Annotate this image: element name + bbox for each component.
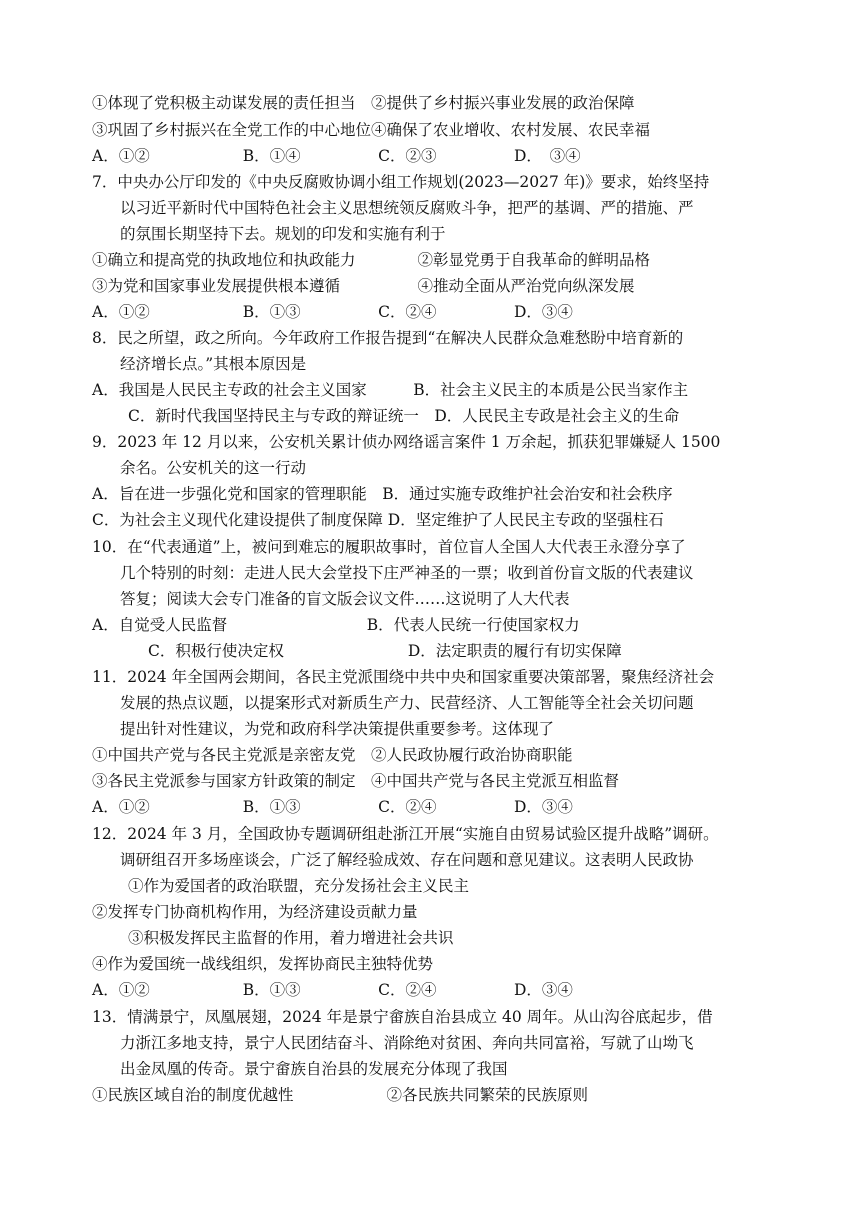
q6-options-3-4: ③巩固了乡村振兴在全党工作的中心地位④确保了农业增收、农村发展、农民幸福 [92,121,651,139]
q6-options-1-2: ①体现了党积极主动谋发展的责任担当 ②提供了乡村振兴事业发展的政治保障 [92,94,635,112]
q7-options-3-4: ③为党和国家事业发展提供根本遵循 ④推动全面从严治党向纵深发展 [92,277,635,295]
q11-options-1-2: ①中国共产党与各民主党派是亲密友党 ②人民政协履行政治协商职能 [92,746,573,764]
q13-stem-line-1: 13．情满景宁，凤凰展翅，2024 年是景宁畲族自治县成立 40 周年。从山沟谷底起步，借 [92,1008,713,1026]
q10-choices-a-b: A．自觉受人民监督 B．代表人民统一行使国家权力 [92,616,580,634]
q10-stem-line-1: 10．在“代表通道”上，被问到难忘的履职故事时，首位盲人全国人大代表王永澄分享了 [92,538,686,556]
q12-option-2: ②发挥专门协商机构作用，为经济建设贡献力量 [92,903,418,921]
q11-options-3-4: ③各民主党派参与国家方针政策的制定 ④中国共产党与各民主党派互相监督 [92,772,620,790]
q8-stem-line-2: 经济增长点。”其根本原因是 [120,355,307,373]
q13-stem-line-3: 出金凤凰的传奇。景宁畲族自治县的发展充分体现了我国 [120,1060,508,1078]
q8-choices-a-b: A．我国是人民民主专政的社会主义国家 B．社会主义民主的本质是公民当家作主 [92,381,689,399]
q12-option-3: ③积极发挥民主监督的作用，着力增进社会共识 [128,929,454,947]
q8-stem-line-1: 8．民之所望，政之所向。今年政府工作报告提到“在解决人民群众急难愁盼中培育新的 [92,329,684,347]
q12-stem-line-2: 调研组召开多场座谈会，广泛了解经验成效、存在问题和意见建议。这表明人民政协 [120,851,694,869]
q13-stem-line-2: 力浙江多地支持，景宁人民团结奋斗、消除绝对贫困、奔向共同富裕，写就了山坳飞 [120,1034,694,1052]
q9-choices-c-d: C．为社会主义现代化建设提供了制度保障 D．坚定维护了人民民主专政的坚强柱石 [92,511,664,529]
q11-answer-choices: A．①② B．①③ C．②④ D．③④ [92,798,573,816]
q7-stem-line-1: 7．中央办公厅印发的《中央反腐败协调小组工作规划(2023—2027 年)》要求，始终坚持 [92,173,710,191]
q13-options-1-2: ①民族区域自治的制度优越性 ②各民族共同繁荣的民族原则 [92,1086,589,1104]
q11-stem-line-2: 发展的热点议题，以提案形式对新质生产力、民营经济、人工智能等全社会关切问题 [120,694,694,712]
q6-answer-choices: A．①② B．①④ C．②③ D． ③④ [92,147,581,165]
q9-choices-a-b: A．旨在进一步强化党和国家的管理职能 B．通过实施专政维护社会治安和社会秩序 [92,485,673,503]
q10-stem-line-3: 答复；阅读大会专门准备的盲文版会议文件……这说明了人大代表 [120,590,570,608]
q7-stem-line-3: 的氛围长期坚持下去。规划的印发和实施有利于 [120,225,446,243]
q12-option-4: ④作为爱国统一战线组织，发挥协商民主独特优势 [92,955,434,973]
q10-stem-line-2: 几个特别的时刻：走进人民大会堂投下庄严神圣的一票；收到首份盲文版的代表建议 [120,564,694,582]
q11-stem-line-3: 提出针对性建议，为党和政府科学决策提供重要参考。这体现了 [120,720,555,738]
q11-stem-line-1: 11．2024 年全国两会期间，各民主党派围绕中共中央和国家重要决策部署，聚焦经济社会 [92,668,715,686]
q12-stem-line-1: 12．2024 年 3 月，全国政协专题调研组赴浙江开展“实施自由贸易试验区提升战略”调研。 [92,825,719,843]
q8-choices-c-d: C．新时代我国坚持民主与专政的辩证统一 D．人民民主专政是社会主义的生命 [128,407,680,425]
q12-answer-choices: A．①② B．①③ C．②④ D．③④ [92,981,573,999]
q12-option-1: ①作为爱国者的政治联盟，充分发扬社会主义民主 [128,877,470,895]
q7-stem-line-2: 以习近平新时代中国特色社会主义思想统领反腐败斗争，把严的基调、严的措施、严 [120,199,694,217]
q9-stem-line-1: 9．2023 年 12 月以来，公安机关累计侦办网络谣言案件 1 万余起，抓获犯罪嫌疑人 1500 [92,433,721,451]
q10-choices-c-d: C．积极行使决定权 D．法定职责的履行有切实保障 [148,642,622,660]
q7-answer-choices: A．①② B．①③ C．②④ D．③④ [92,303,573,321]
q7-options-1-2: ①确立和提高党的执政地位和执政能力 ②彰显党勇于自我革命的鲜明品格 [92,251,651,269]
q9-stem-line-2: 余名。公安机关的这一行动 [120,459,307,477]
